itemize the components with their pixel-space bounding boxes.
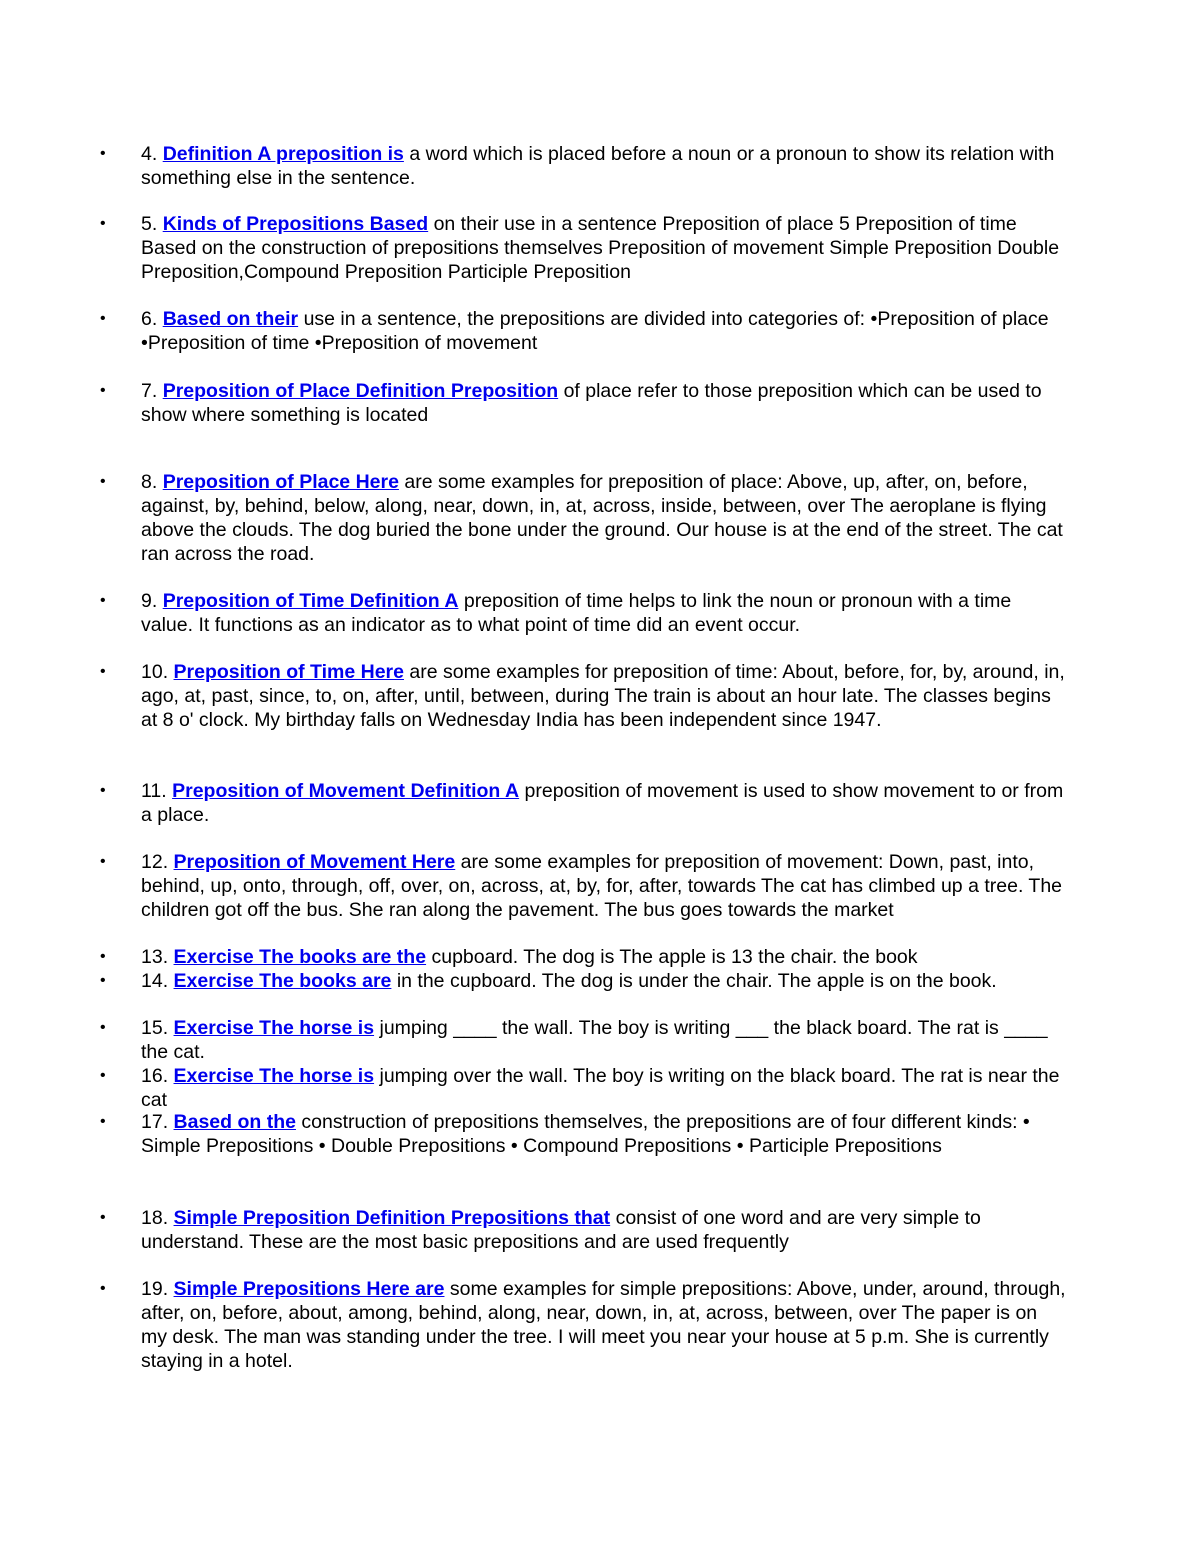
item-text: are some examples for preposition of place: Above, up, after, on, before, against, by, behind, below, along, near, down, in, at, across, inside, between, over The aeroplane is flying above the clouds. The dog buried the bone under the ground. Our house is at the end of the street. The cat ran across the road. (141, 471, 1063, 565)
bullet-icon: • (100, 382, 106, 399)
item-link[interactable]: Definition A preposition is (162, 143, 404, 165)
item-text: a word which is placed before a noun or a pronoun to show its relation with something else in the sentence. (141, 143, 1055, 189)
bullet-icon: • (100, 972, 106, 989)
list-item (100, 779, 1066, 827)
item-text: of place refer to those preposition which can be used to show where something is located (141, 380, 1042, 426)
item-text: cupboard. The dog is The apple is 13 the chair. the book (431, 946, 918, 968)
item-number: 13. (141, 946, 169, 968)
bullet-icon: • (100, 1067, 106, 1084)
bullet-icon: • (100, 145, 106, 162)
bullet-icon: • (100, 310, 106, 327)
item-number: 8. (141, 471, 158, 493)
item-text: some examples for simple prepositions: Above, under, around, through, after, on, before, about, among, behind, along, near, down, in, at, across, between, over The paper is on my desk. The man was standing under the tree. I will meet you near your house at 5 p.m. She is currently staying in a hotel. (141, 1278, 1066, 1372)
item-link[interactable]: Preposition of Time Definition A (162, 590, 459, 612)
list-item (100, 1064, 1066, 1112)
list-item (100, 1016, 1066, 1064)
item-link[interactable]: Preposition of Place Here (162, 471, 399, 493)
item-number: 14. (141, 970, 169, 992)
item-link[interactable]: Preposition of Time Here (173, 661, 404, 683)
item-link[interactable]: Based on their (162, 308, 299, 330)
item-link[interactable]: Based on the (173, 1111, 296, 1133)
item-text: jumping over the wall. The boy is writing on the black board. The rat is near the cat (141, 1065, 1060, 1111)
list-item (100, 1277, 1066, 1373)
list-item (100, 660, 1066, 732)
bullet-icon: • (100, 215, 106, 232)
item-number: 6. (141, 308, 158, 330)
item-number: 5. (141, 213, 158, 235)
bullet-icon: • (100, 782, 106, 799)
item-text: on their use in a sentence Preposition of place 5 Preposition of time Based on the construction of prepositions themselves Preposition of movement Simple Preposition Double Preposition,Compound Preposition Participle Preposition (141, 213, 1060, 283)
bullet-icon: • (100, 1280, 106, 1297)
item-number: 4. (141, 143, 158, 165)
list-item (100, 142, 1066, 190)
item-link[interactable]: Exercise The books are (173, 970, 392, 992)
item-link[interactable]: Preposition of Place Definition Preposition (162, 380, 559, 402)
list-item (100, 850, 1066, 922)
item-number: 16. (141, 1065, 169, 1087)
item-link[interactable]: Exercise The horse is (173, 1065, 375, 1087)
item-link[interactable]: Preposition of Movement Definition A (172, 780, 520, 802)
item-link[interactable]: Exercise The books are the (173, 946, 427, 968)
item-text: are some examples for preposition of movement: Down, past, into, behind, up, onto, through, off, over, on, across, at, by, for, after, towards The cat has climbed up a tree. The children got off the bus. She ran along the pavement. The bus goes towards the market (141, 851, 1063, 921)
list-item (100, 379, 1066, 427)
bullet-icon: • (100, 1019, 106, 1036)
item-number: 10. (141, 661, 169, 683)
item-number: 17. (141, 1111, 169, 1133)
item-text: use in a sentence, the prepositions are divided into categories of: •Preposition of place •Preposition of time •Preposition of movement (141, 308, 1049, 354)
item-text: in the cupboard. The dog is under the chair. The apple is on the book. (396, 970, 997, 992)
list-item (100, 1110, 1066, 1158)
bullet-icon: • (100, 1209, 106, 1226)
item-number: 19. (141, 1278, 169, 1300)
list-item (100, 1206, 1066, 1254)
item-text: preposition of movement is used to show movement to or from a place. (141, 780, 1064, 826)
list-item (100, 307, 1066, 355)
item-number: 15. (141, 1017, 169, 1039)
list-item (100, 212, 1066, 284)
item-link[interactable]: Simple Preposition Definition Prepositions that (173, 1207, 611, 1229)
item-text: consist of one word and are very simple to understand. These are the most basic prepositions and are used frequently (141, 1207, 981, 1253)
item-number: 7. (141, 380, 158, 402)
list-item (100, 945, 1066, 969)
item-text: jumping ____ the wall. The boy is writing ___ the black board. The rat is ____ the cat. (141, 1017, 1048, 1063)
item-text: construction of prepositions themselves, the prepositions are of four different kinds: • Simple Prepositions • Double Prepositions • Compound Prepositions • Participle Prepositions (141, 1111, 1030, 1157)
list-item (100, 969, 1066, 993)
item-text: preposition of time helps to link the noun or pronoun with a time value. It functions as an indicator as to what point of time did an event occur. (141, 590, 1012, 636)
list-item (100, 589, 1066, 637)
item-number: 11. (141, 780, 167, 802)
bullet-icon: • (100, 1113, 106, 1130)
bullet-icon: • (100, 473, 106, 490)
bullet-icon: • (100, 948, 106, 965)
item-text: are some examples for preposition of time: About, before, for, by, around, in, ago, at, past, since, to, on, after, until, between, during The train is about an hour late. The classes begins at 8 o' clock. My birthday falls on Wednesday India has been independent since 1947. (141, 661, 1065, 731)
bullet-icon: • (100, 663, 106, 680)
bullet-icon: • (100, 592, 106, 609)
item-link[interactable]: Simple Prepositions Here are (173, 1278, 445, 1300)
item-link[interactable]: Exercise The horse is (173, 1017, 375, 1039)
item-number: 9. (141, 590, 158, 612)
item-link[interactable]: Kinds of Prepositions Based (162, 213, 429, 235)
item-link[interactable]: Preposition of Movement Here (173, 851, 456, 873)
item-number: 12. (141, 851, 169, 873)
list-item (100, 470, 1066, 566)
bullet-icon: • (100, 853, 106, 870)
item-number: 18. (141, 1207, 169, 1229)
